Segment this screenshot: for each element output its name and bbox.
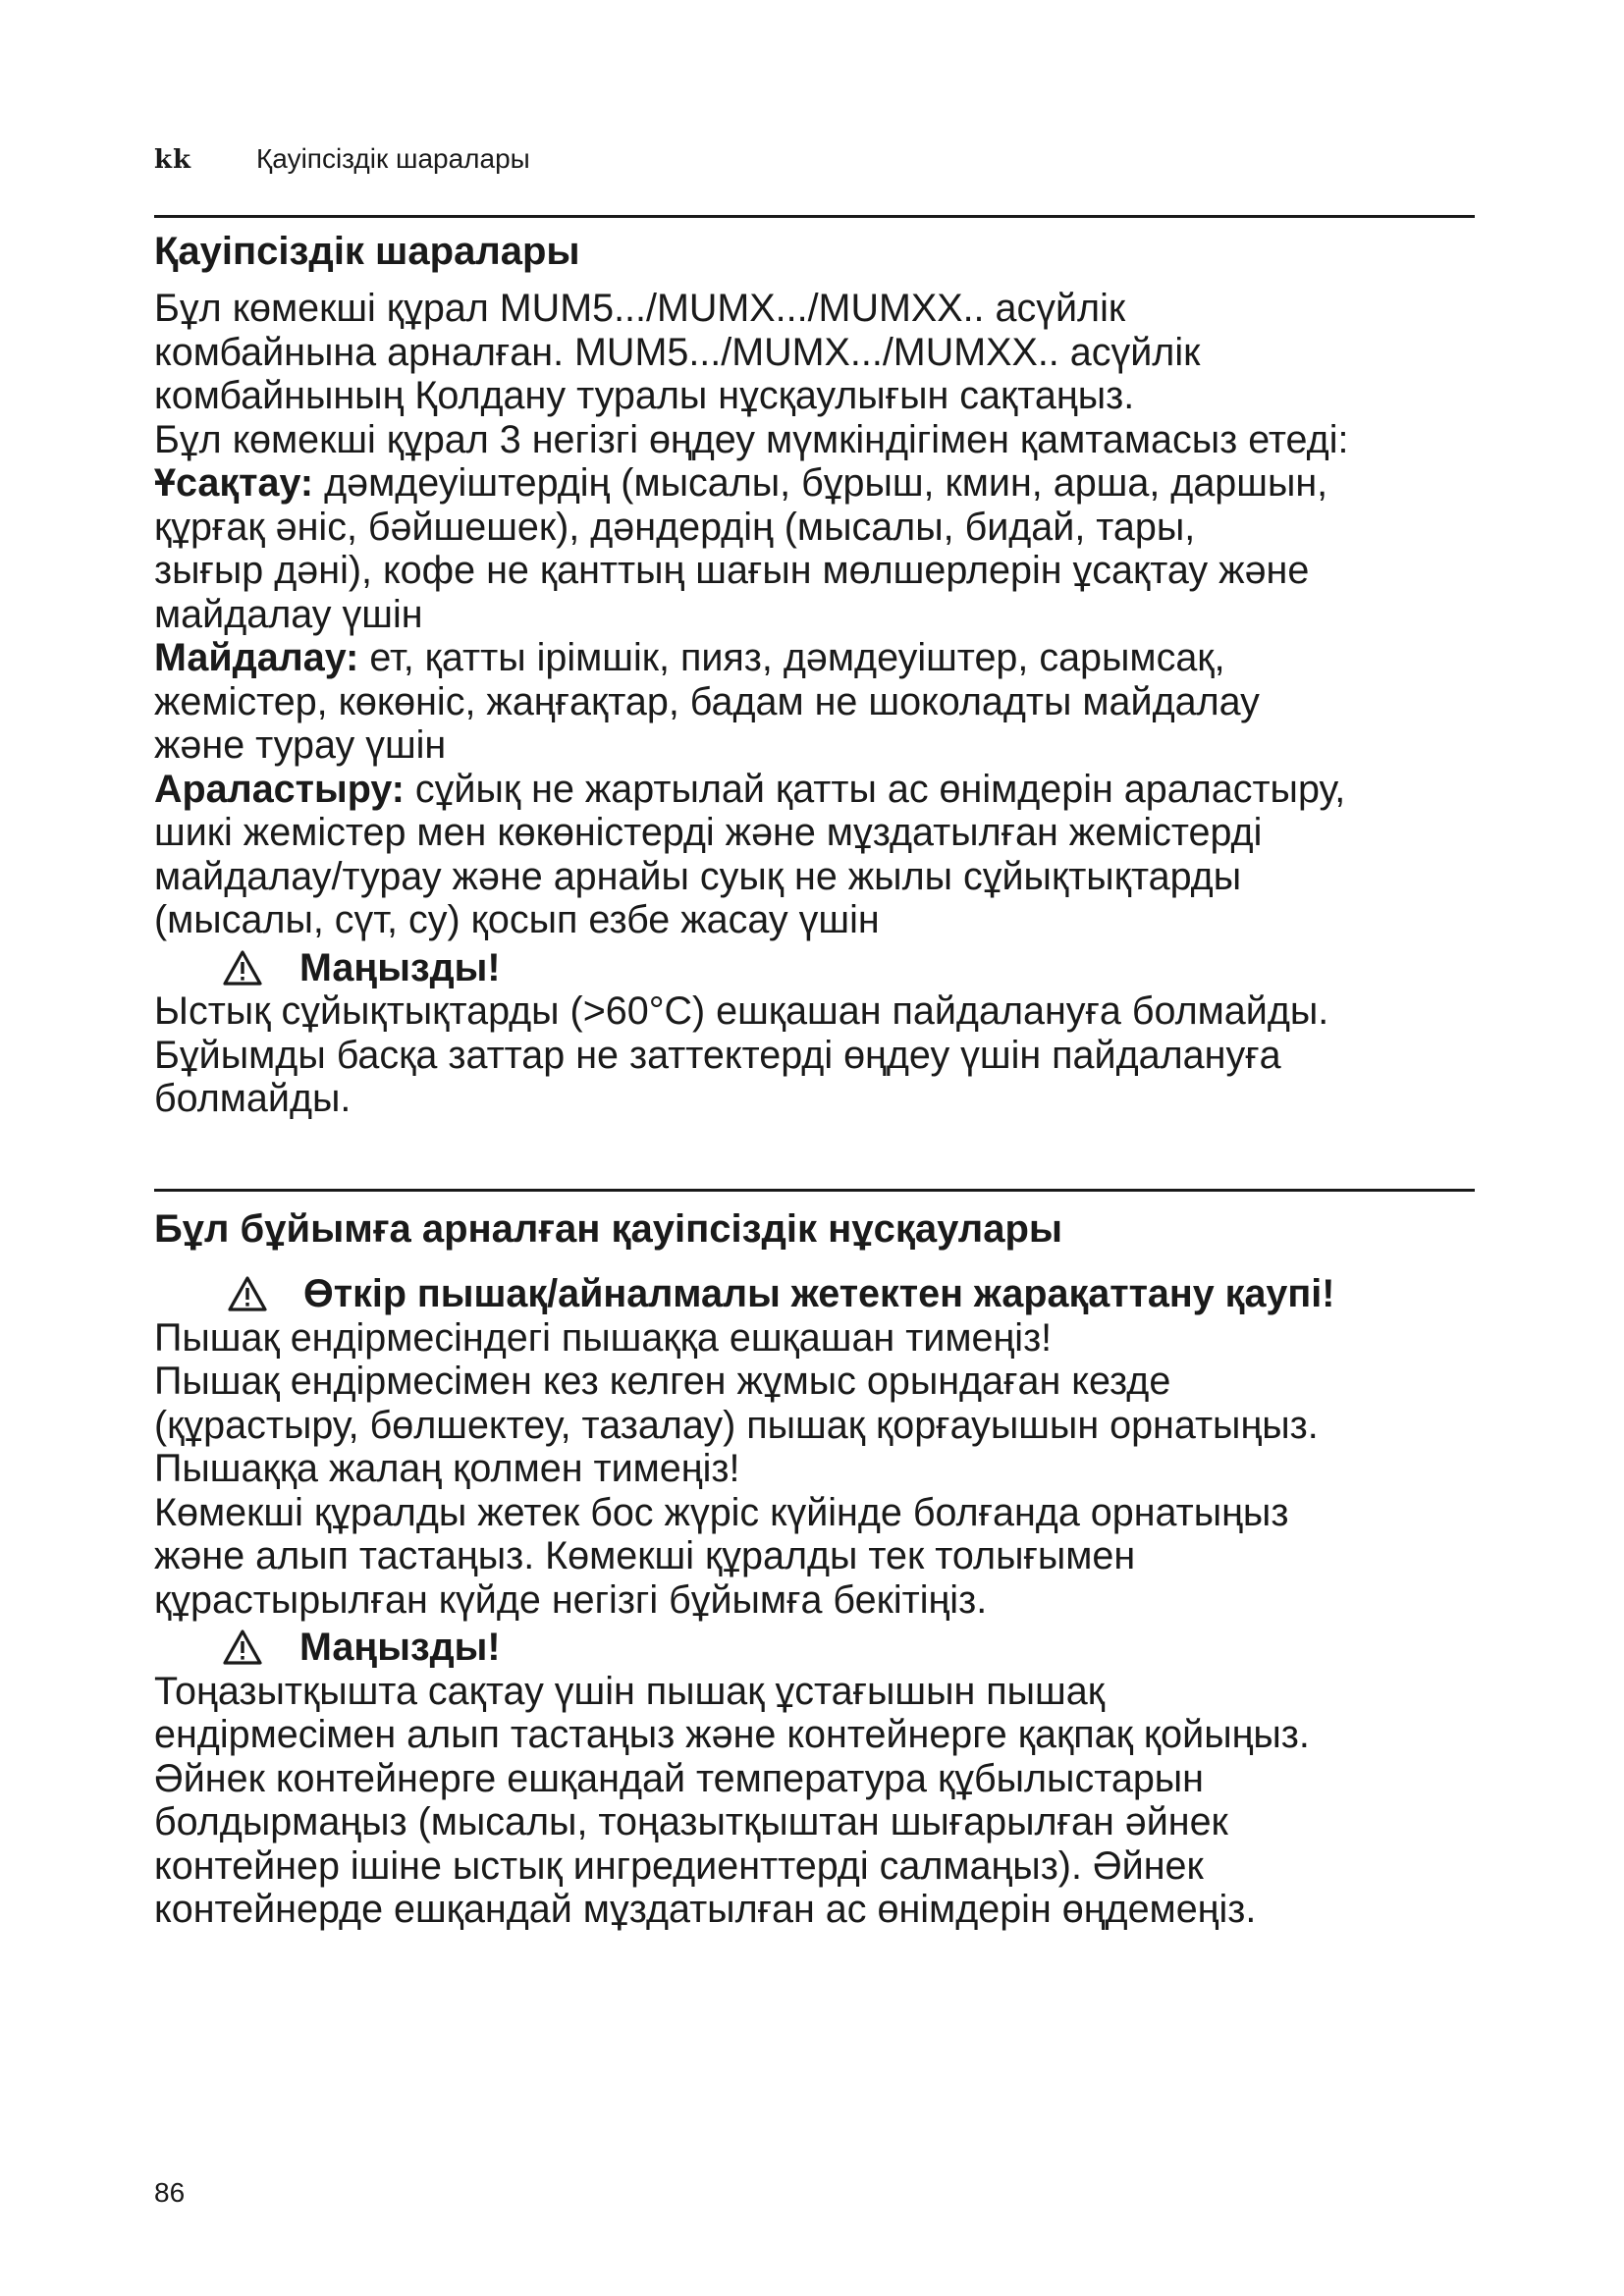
warning-line: құрастырылған күйде негізгі бұйымға бекітіңіз. xyxy=(154,1577,988,1622)
section-product-safety xyxy=(154,1205,1475,1932)
function-item: Ұсақтау: дәмдеуіштердің (мысалы, бұрыш, кмин, арша, даршын, xyxy=(154,461,1328,505)
warning-line: (құрастыру, бөлшектеу, тазалау) пышақ қорғауышын орнатыңыз. xyxy=(154,1403,1319,1447)
function-label: Араластыру: xyxy=(154,767,405,811)
function-label: Майдалау: xyxy=(154,636,359,679)
warning-triangle-icon xyxy=(228,1276,267,1311)
warning-title: Өткір пышақ/айналмалы жетектен жарақаттану қаупі! xyxy=(154,1272,1475,1316)
warning-line: Ыстық сұйықтықтарды (>60°C) ешқашан пайдалануға болмайды. xyxy=(154,989,1329,1033)
section-divider xyxy=(154,1189,1475,1192)
function-item: Майдалау: ет, қатты ірімшік, пияз, дәмдеуіштер, сарымсақ, xyxy=(154,636,1225,679)
intro-line: Бұл көмекші құрал 3 негізгі өңдеу мүмкіндігімен қамтамасыз етеді: xyxy=(154,417,1349,461)
function-line: құрғақ әніс, бәйшешек), дәндердің (мысалы, бидай, тары, xyxy=(154,505,1196,549)
function-line: майдалау/турау және арнайы суық не жылы сұйықтықтарды xyxy=(154,854,1242,898)
warning-line: Тоңазытқышта сақтау үшін пышақ ұстағышын пышақ xyxy=(154,1669,1105,1713)
function-item: Араластыру: сұйық не жартылай қатты ас өнімдерін араластыру, xyxy=(154,767,1346,811)
running-header xyxy=(154,142,530,177)
warning-triangle-icon xyxy=(223,950,262,986)
function-line: және турау үшін xyxy=(154,723,447,767)
warning-line: контейнер ішіне ыстық ингредиенттерді салмаңыз). Әйнек xyxy=(154,1843,1204,1888)
warning-title: Маңызды! xyxy=(154,946,1475,990)
page-number: 86 xyxy=(154,2177,186,2208)
warning-title: Маңызды! xyxy=(154,1626,1475,1670)
warning-triangle-icon xyxy=(223,1629,262,1665)
function-line: (мысалы, сүт, су) қосып езбе жасау үшін xyxy=(154,898,880,941)
intro-line: Бұл көмекші құрал MUM5.../MUMX.../MUMXX.. асүйлік xyxy=(154,287,1126,330)
warning-line: болмайды. xyxy=(154,1077,352,1120)
header-title: Қауіпсіздік шаралары xyxy=(256,143,530,174)
intro-line: комбайнының Қолдану туралы нұсқаулығын сақтаңыз. xyxy=(154,374,1135,417)
section-heading: Бұл бұйымға арналған қауіпсіздік нұсқаулары xyxy=(154,1207,1063,1251)
warning-line: Пышақ ендірмесіндегі пышаққа ешқашан тимеңіз! xyxy=(154,1315,1053,1360)
warning-line: Көмекші құралды жетек бос жүріс күйінде болғанда орнатыңыз xyxy=(154,1490,1289,1534)
warning-line: контейнерде ешқандай мұздатылған ас өнімдерін өңдемеңіз. xyxy=(154,1888,1257,1931)
function-line: жемістер, көкөніс, жаңғақтар, бадам не шоколадты майдалау xyxy=(154,679,1260,723)
section-heading: Қауіпсіздік шаралары xyxy=(154,230,580,273)
warning-line: Пышақ ендірмесімен кез келген жұмыс орындаған кезде xyxy=(154,1360,1171,1403)
warning-line: және алып тастаңыз. Көмекші құралды тек толығымен xyxy=(154,1534,1136,1577)
warning-line: Пышаққа жалаң қолмен тимеңіз! xyxy=(154,1447,740,1490)
function-line: зығыр дәні), кофе не қанттың шағын мөлшерлерін ұсақтау және xyxy=(154,549,1310,592)
intro-line: комбайнына арналған. MUM5.../MUMX.../MUMXX.. асүйлік xyxy=(154,330,1201,374)
warning-line: Бұйымды басқа заттар не заттектерді өңдеу үшін пайдалануға xyxy=(154,1033,1281,1077)
function-line: шикі жемістер мен көкөністерді және мұздатылған жемістерді xyxy=(154,811,1263,854)
function-label: Ұсақтау: xyxy=(154,461,314,505)
language-code: kk xyxy=(154,145,192,175)
section-divider xyxy=(154,215,1475,218)
function-line: майдалау үшін xyxy=(154,592,423,636)
warning-line: болдырмаңыз (мысалы, тоңазытқыштан шығарылған әйнек xyxy=(154,1800,1228,1843)
warning-line: ендірмесімен алып тастаңыз және контейнерге қақпақ қойыңыз. xyxy=(154,1713,1310,1756)
section-safety-measures xyxy=(154,228,1475,1121)
warning-line: Әйнек контейнерге ешқандай температура құбылыстарын xyxy=(154,1756,1204,1800)
